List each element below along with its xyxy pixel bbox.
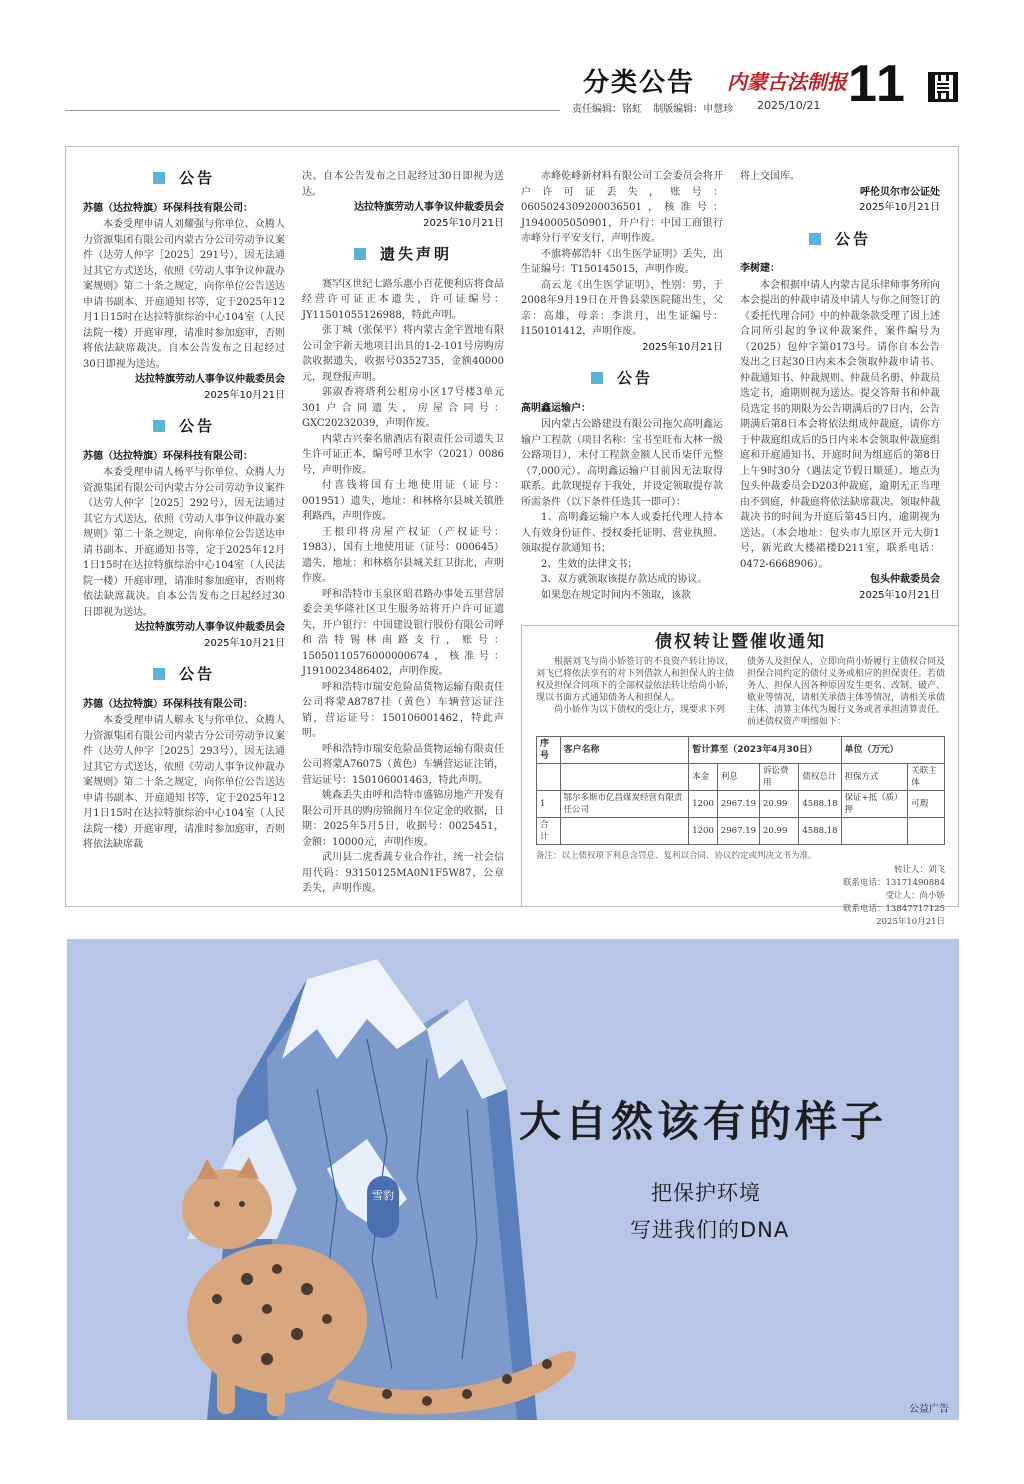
lost-item: 不旗将郝浩轩《出生医学证明》丢失，出生证编号：T150145015，声明作废。 [521, 248, 723, 275]
lost-item: 付喜钱将国有土地使用证（证号：001951）遗失，地址：和林格尔县城关镇胜利路西，声明作废。 [302, 480, 504, 522]
lost-item: 赤峰乾峰新材料有限公司工会委员会将开户许可证丢失，账号：0605024309200036501，核准号：J1940005050901，开户行：中国工商银行赤峰分行平安支行，声明作废。 [521, 171, 723, 244]
lost-item: 呼和浩特市玉泉区昭君路办事处五里营居委会美华隆社区卫生服务站将开户许可证遗失，开户银行：中国建设银行股份有限公司呼和浩特锡林南路支行，账号：15050110576000000674，核准号：J1910023486402，声明作废。 [302, 588, 504, 677]
debt-transfer-notice [521, 625, 959, 927]
notice-signer: 达拉特旗劳动人事争议仲裁委员会 [135, 374, 285, 385]
header-rule [65, 110, 560, 111]
notice-date: 2025年10月21日 [204, 637, 285, 649]
debt-right-column [747, 656, 945, 728]
notice-continuation: 将上交国库。 [740, 171, 800, 182]
notice-signer: 呼伦贝尔市公证处 [860, 186, 940, 198]
lost-item: 郭淑香将塔利公租房小区17号楼3单元301户合同遗失，房屋合同号：GXC20232039，声明作废。 [302, 387, 504, 429]
condition-item: 1、高明鑫运输户本人或委托代理人持本人有效身份证件、授权委托证明、营业执照、领取提存款通知书； [521, 512, 723, 554]
square-bullet-icon [153, 420, 165, 432]
column-3 [521, 147, 723, 603]
column-4 [740, 147, 940, 611]
debt-table [536, 736, 945, 845]
notice-signer: 包头仲裁委员会 [870, 574, 940, 585]
notice-signer: 达拉特旗劳动人事争议仲裁委员会 [135, 622, 285, 633]
ad-tag: 公益广告 [909, 1404, 949, 1415]
notice-salute: 苏德（达拉特旗）环保科技有限公司： [83, 202, 253, 214]
notice-heading: 公告 [521, 371, 723, 387]
snow-mountain-illustration [67, 939, 959, 1420]
responsible-editor: 责任编辑：铭虹 [572, 104, 642, 115]
ad-title: 大自然该有的样子 [519, 1097, 888, 1146]
ad-seal: 雪豹 [367, 1176, 399, 1238]
notice-heading: 公告 [83, 667, 285, 683]
table-row: 1 鄂尔多斯市亿昌煤炭经营有限责任公司 1200 2967.19 20.99 4588.18 保证+抵（质）押 可瑕 [537, 791, 945, 818]
notice-salute: 苏德（达拉特旗）环保科技有限公司： [83, 450, 253, 462]
notice-body: 本会根据申请人内蒙古昆乐律师事务所向本会提出的仲裁申请及申请人与你之间签订的《委托代理合同》中的仲裁条款受理了因上述合同所引起的争议仲裁案件，案件编号为（2025）包仲字第0173号。请你自本公告发出之日起30日内来本会领取仲裁申请书、仲裁通知书、仲裁规则、仲裁员名册、仲裁员选定书，逾期则视为送达。提交答辩书和仲裁员选定书的期限为公告期满后的7日内，公告期满后第8日本会将依法组成仲裁庭，请你方于仲裁庭组成后的5日内来本会领取仲裁庭组庭和开庭通知书，开庭时间为组庭后的第8日上午9时30分（遇法定节假日顺延）。地点为包头仲裁委员会D203仲裁庭，逾期无正当理由不到庭，仲裁庭将依法缺席裁决。领取仲裁裁决书的时间为开庭后第45日内，逾期视为送达。（本会地址：包头市九原区开元大街1号，新光政大楼裙楼D211室，联系电话：0472-6668906）。 [740, 279, 940, 570]
public-service-ad [67, 939, 959, 1420]
debt-signers: 转让人：刘飞 联系电话：13171490884 受让人：尚小娇 联系电话：13847717125 2025年10月21日 [843, 865, 945, 927]
ad-subtitle-1: 把保护环境 [651, 1181, 761, 1205]
condition-item: 2、生效的法律文书； [541, 558, 638, 570]
qr-code-icon[interactable] [928, 72, 958, 102]
table-subheader-row: 本金 利息 诉讼费用 债权总计 担保方式 关联主体 [537, 764, 945, 791]
layout-editor: 制版编辑：申慧珍 [653, 104, 734, 115]
column-1 [83, 147, 285, 853]
debt-notice-title: 债权转让暨催收通知 [655, 632, 826, 652]
square-bullet-icon [809, 233, 821, 245]
lost-item: 呼和浩特市瑞安危险品货物运输有限责任公司将蒙A8787挂（黄色）车辆营运证注销，营运证号：150106001462，特此声明。 [302, 681, 504, 739]
debt-notice-body [536, 656, 945, 728]
lost-statement-heading: 遗失声明 [302, 247, 504, 263]
notice-heading: 公告 [740, 232, 940, 248]
debt-left-column [536, 656, 734, 728]
notices-frame [65, 146, 959, 927]
square-bullet-icon [591, 372, 603, 384]
notice-heading: 公告 [83, 171, 285, 187]
notice-body: 因内蒙古公路建设有限公司拖欠高明鑫运输户工程款（项目名称：宝书至旺布大林一级公路项目），未付工程款金额人民币柒仟元整（7,000元）。高明鑫运输户目前因无法取得联系。此款现提存于我处，并设定领取提存款所需条件（以下条件任选其一即可）： [521, 419, 723, 508]
notice-date: 2025年10月21日 [859, 202, 940, 213]
lost-item: 内蒙古兴秦名鼎酒店有限责任公司遗失卫生许可证正本，编号呼卫水字（2021）0086号，声明作废。 [302, 433, 504, 476]
newspaper-logo: 内蒙古法制报 [727, 70, 847, 94]
debt-note: 备注：以上债权项下利息含罚息、复利以合同、协议约定或判决文书为准。 [536, 851, 817, 861]
notice-date: 2025年10月21日 [204, 389, 285, 401]
lost-item: 王根印将房屋产权证（产权证号：1983），国有土地使用证（证号：000645）遗失，地址：和林格尔县城关红卫街北，声明作废。 [302, 526, 504, 584]
notice-signer: 达拉特旗劳动人事争议仲裁委员会 [354, 202, 504, 213]
notice-closing: 如果您在规定时间内不领取，该款 [541, 589, 691, 601]
square-bullet-icon [354, 248, 366, 260]
notice-date: 2025年10月21日 [642, 341, 723, 353]
notice-body: 本委受理申请人杨平与你单位、众腾人力资源集团有限公司内蒙古分公司劳动争议案件（达劳人仲字［2025］292号），因无法通过其它方式送达，依照《劳动人事争议仲裁办案规则》第二十条之规定，向你单位公告送达申请书副本、开庭通知书等，定于2025年12月1日15时在达拉特旗综治中心104室（人民法院一楼）开庭审理，请准时参加庭审，否则将依法缺席裁决。自本公告发布之日起经过30日即视为送达。 [83, 467, 285, 618]
table-total-row: 合计 1200 2967.19 20.99 4588.18 [537, 818, 945, 845]
notice-continuation: 决。自本公告发布之日起经过30日即视为送达。 [302, 171, 504, 198]
column-2 [302, 147, 504, 897]
notice-salute: 李树建： [740, 263, 780, 274]
table-header-row: 序号 客户名称 暂计算至（2023年4月30日） 单位（万元） [537, 737, 945, 764]
square-bullet-icon [153, 172, 165, 184]
notice-body: 本委受理申请人刘耀强与你单位、众腾人力资源集团有限公司内蒙古分公司劳动争议案件（达劳人仲字［2025］291号），因无法通过其它方式送达，依照《劳动人事争议仲裁办案规则》第二十条之规定，向你单位公告送达申请书副本、开庭通知书等，定于2025年12月1日15时在达拉特旗综治中心104室（人民法院一楼）开庭审理，请准时参加庭审，否则将依法缺席裁决。自本公告发布之日起经过30日即视为送达。 [83, 219, 285, 370]
lost-item: 呼和浩特市瑞安危险品货物运输有限责任公司将蒙A76075（黄色）车辆营运证注销，营运证号：150106001463，特此声明。 [302, 743, 504, 786]
lost-item: 赛罕区世纪七路乐惠小百花便利店将食品经营许可证正本遗失，许可证编号：JY11501055126988，特此声明。 [302, 278, 504, 321]
debt-text: 债务人及担保人，立即向尚小娇履行主债权合同及担保合同约定的债付义务或相应的担保责任。若债务人、担保人因各种原因发生更名、改制、破产、歇业等情况，请相关承债主体等情况，请相关承债主体、清算主体代为履行义务或者承担清算责任。前述债权资产明细如下： [747, 657, 946, 727]
page-number: 11 [848, 55, 907, 113]
lost-item: 武川县二虎香蔬专业合作社，统一社会信用代码：93150125MA0N1F5W87，公章丢失，声明作废。 [302, 852, 504, 894]
square-bullet-icon [153, 668, 165, 680]
lost-item: 高云龙《出生医学证明》，性别：男，于2008年9月19日在开鲁县蒙医院随出生，父亲：高雄，母亲：李洪月，出生证编号：I150101412，声明作废。 [521, 279, 723, 337]
section-title: 分类公告 [583, 68, 696, 98]
notice-date: 2025年10月21日 [859, 589, 940, 601]
notice-date: 2025年10月21日 [423, 217, 504, 229]
debt-text: 尚小娇作为以下债权的受让方，现要求下列 [554, 705, 726, 715]
lost-item: 张丁城（张保平）将内蒙古金宇置地有限公司金宇新天地项目出具的1-2-101号房购房款收据遗失，收据号0352735，金额40000元，现登报声明。 [302, 325, 504, 383]
notice-salute: 高明鑫运输户： [521, 402, 591, 414]
notice-salute: 苏德（达拉特旗）环保科技有限公司： [83, 698, 253, 710]
editor-credits [572, 100, 741, 115]
page-header [0, 0, 1024, 120]
issue-date: 2025/10/21 [757, 99, 821, 112]
debt-text: 根据刘飞与尚小娇签订的不良资产转让协议，刘飞已将依法享有的对下列借款人和担保人的主债权及担保合同项下的全部权益依法转让给尚小娇，现以书面方式通知债务人和担保人。 [536, 657, 735, 703]
lost-item: 姚森丢失由呼和浩特市盛锦房地产开发有限公司开具的购房锦阁月车位定金的收据，日期：2025年5月5日，收据号：0025451，金额：10000元，声明作废。 [302, 790, 504, 848]
condition-item: 3、双方就领取该提存款达成的协议。 [541, 574, 708, 585]
notice-body: 本委受理申请人解永飞与你单位、众腾人力资源集团有限公司内蒙古分公司劳动争议案件（达劳人仲字［2025］293号），因无法通过其它方式送达，依照《劳动人事争议仲裁办案规则》第二十条之规定，向你单位公告送达申请书副本、开庭通知书等，定于2025年12月1日15时在达拉特旗综治中心104室（人民法院一楼）开庭审理，请准时参加庭审，否则将依法缺席裁 [83, 715, 285, 850]
ad-subtitle-2: 写进我们的DNA [630, 1218, 790, 1242]
notice-heading: 公告 [83, 419, 285, 435]
